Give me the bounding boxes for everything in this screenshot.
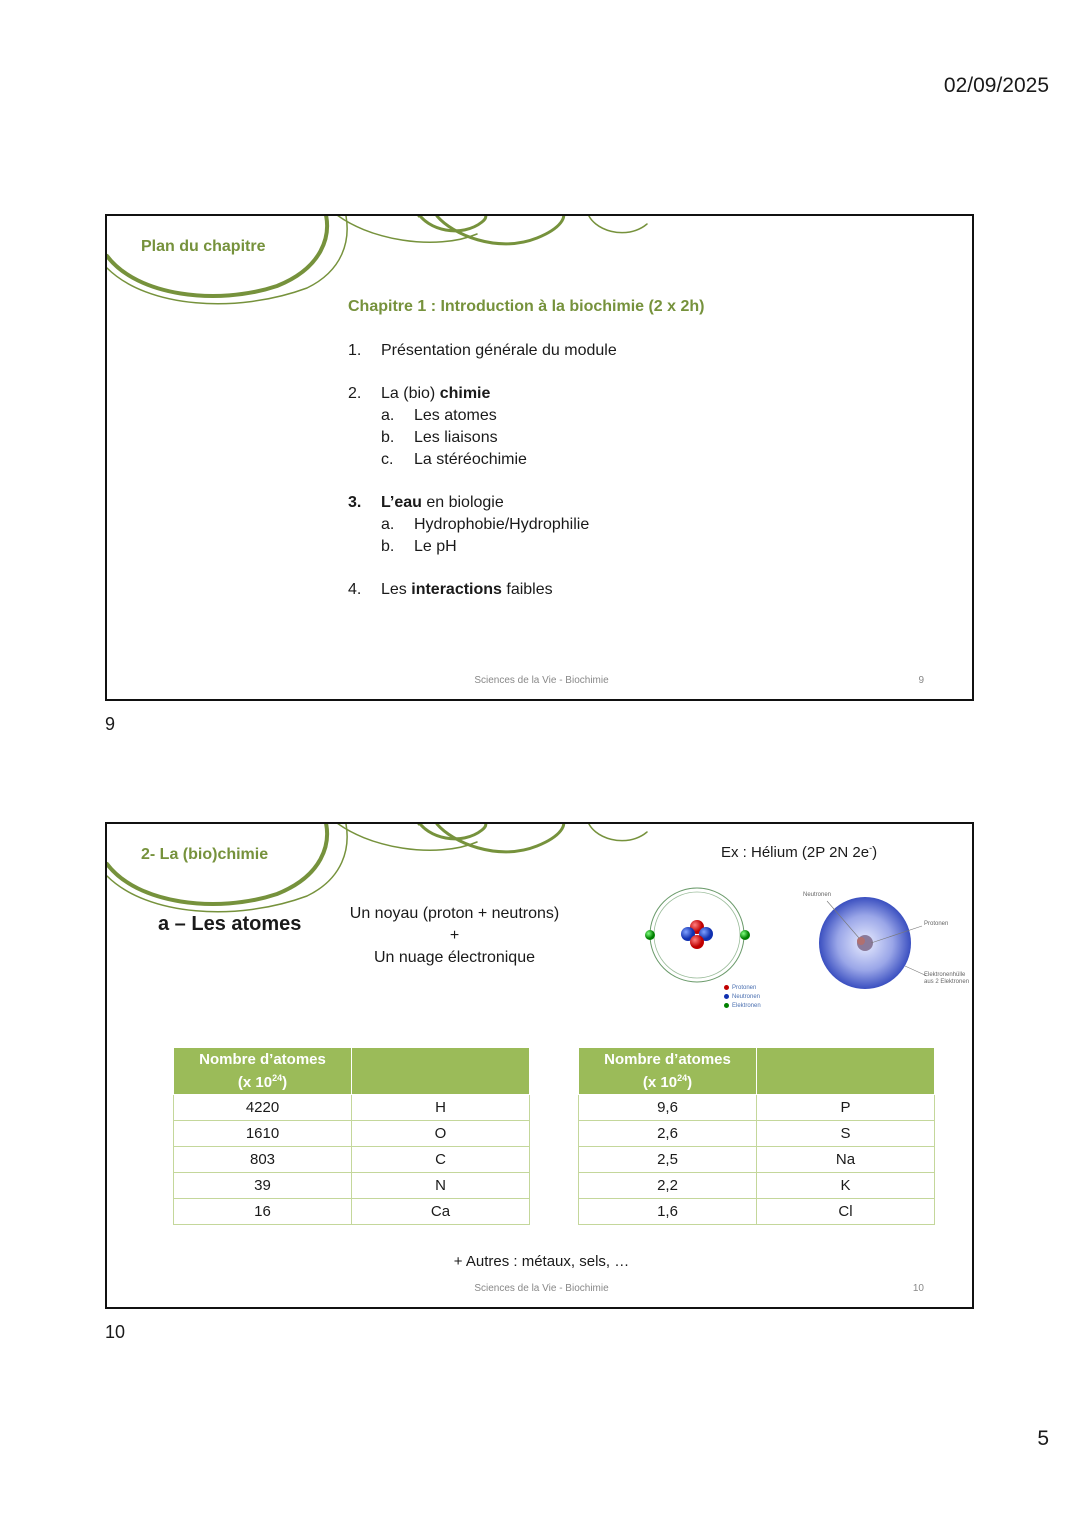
header-sup: 24 <box>272 1073 283 1083</box>
slide-footer-number: 9 <box>918 675 924 686</box>
outline-subitem-letter: a. <box>381 407 395 424</box>
element-cell: C <box>352 1147 530 1173</box>
outline-bold-text: chimie <box>439 385 491 402</box>
header-line2-close: ) <box>282 1074 288 1091</box>
table-row <box>174 1199 530 1225</box>
outline-number: 3. <box>348 494 362 511</box>
outline-text: Présentation générale du module <box>381 342 617 359</box>
cloud-label-shell-2: aus 2 Elektronen <box>924 979 970 985</box>
outline-subitem <box>348 536 617 558</box>
atom-count-cell: 2,2 <box>579 1173 757 1199</box>
slide-label-9: 9 <box>105 714 116 734</box>
element-cell: N <box>352 1173 530 1199</box>
outline-subitem-letter: b. <box>381 538 395 555</box>
slide-10 <box>105 822 974 1309</box>
header-line2-text: (x 10 <box>642 1074 678 1091</box>
header-line2 <box>579 1069 756 1092</box>
atom-count-cell: 16 <box>174 1199 352 1225</box>
outline-item <box>348 340 617 362</box>
element-cell: S <box>757 1121 935 1147</box>
table-header-count <box>174 1048 352 1095</box>
swirl-decoration <box>107 216 974 336</box>
chapter-outline <box>348 340 617 601</box>
outline-subitem-text: Hydrophobie/Hydrophilie <box>414 516 590 533</box>
header-line2 <box>174 1069 351 1092</box>
helium-caption-sup: - <box>869 843 873 853</box>
cloud-line: Un nuage électronique <box>373 949 535 966</box>
table-row <box>579 1147 935 1173</box>
atoms-heading: a – Les atomes <box>158 913 302 935</box>
atom-count-cell: 1,6 <box>579 1199 757 1225</box>
atom-count-cell: 9,6 <box>579 1095 757 1121</box>
table-row <box>579 1095 935 1121</box>
outline-subitem-text: Les liaisons <box>414 429 498 446</box>
outline-item <box>348 579 617 601</box>
header-line1: Nombre d’atomes <box>604 1051 731 1068</box>
nucleus-plus: + <box>449 927 460 944</box>
outline-subitem-text: Les atomes <box>414 407 497 424</box>
atom-count-table-left <box>173 1047 530 1225</box>
outline-item <box>348 383 617 405</box>
header-line2-close: ) <box>687 1074 693 1091</box>
element-cell: Ca <box>352 1199 530 1225</box>
outline-text-end: en biologie <box>421 494 504 511</box>
table-row <box>579 1121 935 1147</box>
table-header-row <box>579 1048 935 1095</box>
table-row <box>579 1173 935 1199</box>
header-sup: 24 <box>677 1073 688 1083</box>
page-date: 02/09/2025 <box>943 74 1049 97</box>
legend-protonen: Protonen <box>732 985 757 991</box>
slide-title: Plan du chapitre <box>141 238 266 255</box>
outline-text: La (bio) <box>381 385 440 402</box>
element-cell: O <box>352 1121 530 1147</box>
element-cell: P <box>757 1095 935 1121</box>
outline-text-end: faibles <box>501 581 553 598</box>
outline-bold-text: L’eau <box>381 494 422 511</box>
table-row <box>174 1095 530 1121</box>
atom-count-table-right <box>578 1047 935 1225</box>
helium-caption-text: Ex : Hélium (2P 2N 2e <box>721 844 870 861</box>
element-cell: Na <box>757 1147 935 1173</box>
cloud-label-shell <box>924 972 969 986</box>
outline-subitem-letter: b. <box>381 429 395 446</box>
table-row <box>174 1121 530 1147</box>
nucleus-line: Un noyau (proton + neutrons) <box>349 905 560 922</box>
outline-subitem-text: Le pH <box>414 538 457 555</box>
element-cell: K <box>757 1173 935 1199</box>
outline-subitem-letter: c. <box>381 451 394 468</box>
table-header-element <box>757 1048 935 1095</box>
outline-bold-text: interactions <box>411 581 502 598</box>
helium-caption-close: ) <box>872 844 878 861</box>
table-header-count <box>579 1048 757 1095</box>
cloud-label-shell-1: Elektronenhülle <box>924 972 966 978</box>
element-cell: H <box>352 1095 530 1121</box>
outline-text: Les <box>381 581 412 598</box>
atom-count-cell: 4220 <box>174 1095 352 1121</box>
atom-count-cell: 2,5 <box>579 1147 757 1173</box>
others-note: + Autres : métaux, sels, … <box>453 1253 630 1270</box>
table-header-element <box>352 1048 530 1095</box>
nucleus-description <box>332 903 577 969</box>
outline-subitem <box>348 514 617 536</box>
outline-number: 1. <box>348 342 362 359</box>
bohr-legend <box>724 984 761 1011</box>
page-number: 5 <box>1037 1427 1049 1450</box>
outline-number: 2. <box>348 385 362 402</box>
helium-caption <box>721 843 877 861</box>
legend-neutronen: Neutronen <box>732 994 761 1000</box>
legend-elektronen: Elektronen <box>732 1003 761 1009</box>
cloud-label-neutronen: Neutronen <box>803 892 832 898</box>
slide-footer-number: 10 <box>912 1283 924 1294</box>
chapter-heading: Chapitre 1 : Introduction à la biochimie (2 x 2h) <box>348 298 705 315</box>
element-cell: Cl <box>757 1199 935 1225</box>
table-header-row <box>174 1048 530 1095</box>
cloud-label-protonen: Protonen <box>924 921 949 927</box>
table-row <box>579 1199 935 1225</box>
outline-subitem <box>348 405 617 427</box>
outline-subitem <box>348 449 617 471</box>
header-line1: Nombre d’atomes <box>199 1051 326 1068</box>
outline-subitem-text: La stéréochimie <box>414 451 527 468</box>
outline-subitem <box>348 427 617 449</box>
atom-count-cell: 39 <box>174 1173 352 1199</box>
table-row <box>174 1147 530 1173</box>
atom-count-cell: 1610 <box>174 1121 352 1147</box>
slide-title: 2- La (bio)chimie <box>141 846 269 863</box>
outline-subitem-letter: a. <box>381 516 395 533</box>
slide-9 <box>105 214 974 701</box>
slide-label-10: 10 <box>105 1322 126 1342</box>
header-line2-text: (x 10 <box>237 1074 273 1091</box>
slide-footer: Sciences de la Vie - Biochimie <box>474 675 609 686</box>
outline-number: 4. <box>348 581 362 598</box>
atom-count-cell: 803 <box>174 1147 352 1173</box>
slide-footer: Sciences de la Vie - Biochimie <box>474 1283 609 1294</box>
atom-count-cell: 2,6 <box>579 1121 757 1147</box>
outline-item <box>348 492 617 514</box>
table-row <box>174 1173 530 1199</box>
